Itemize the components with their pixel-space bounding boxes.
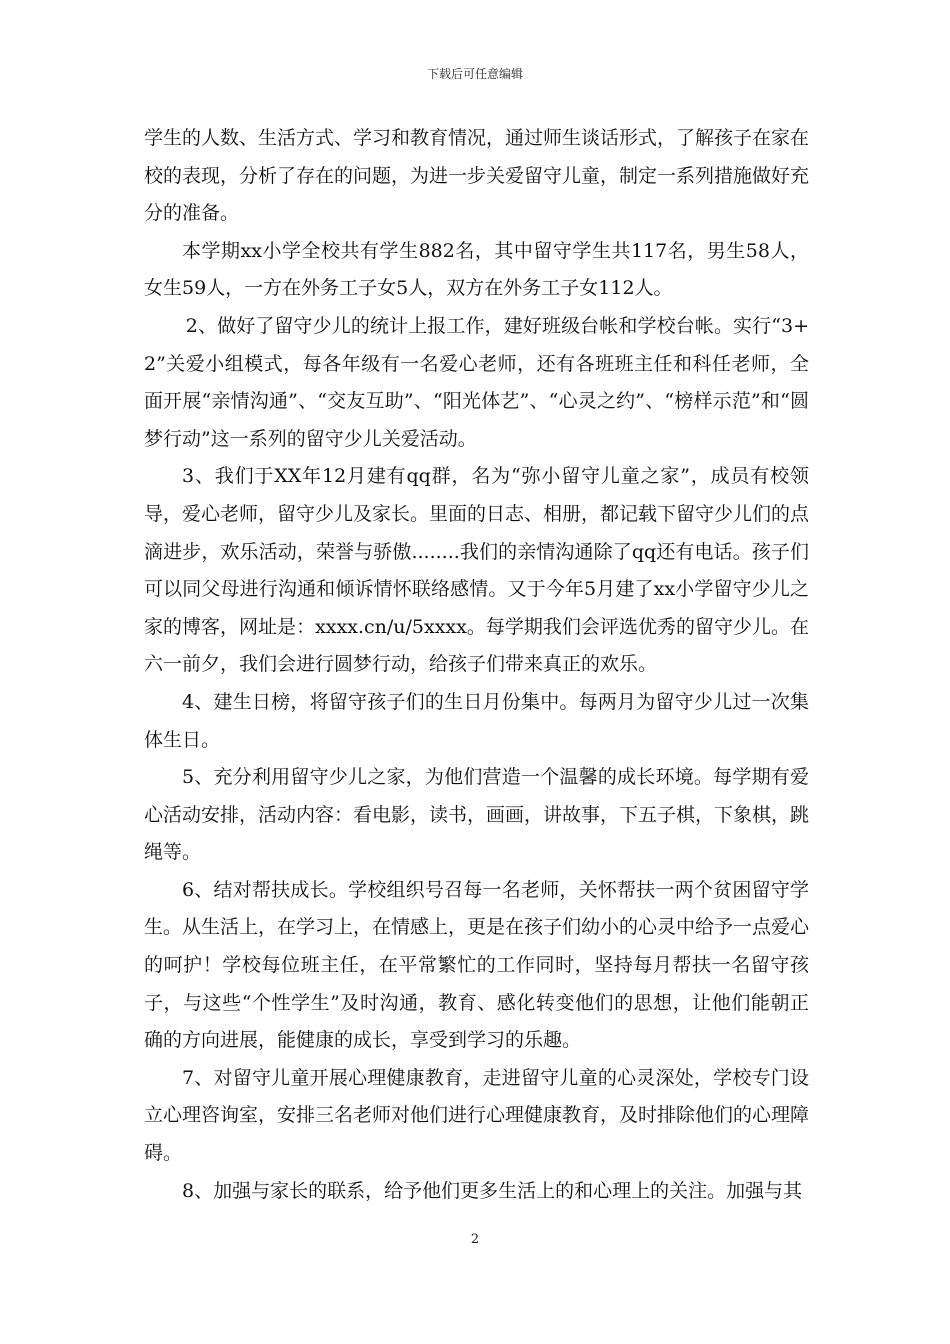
page-number: 2 <box>470 1232 480 1247</box>
paragraph-item-3: 3、我们于XX年12月建有qq群，名为“弥小留守儿童之家”，成员有校领导，爱心老师，留守少儿及家长。里面的日志、相册，都记载下留守少儿们的点滴进步，欢乐活动，荣誉与骄傲........我们的亲情沟通除了qq还有电话。孩子们可以同父母进行沟通和倾诉情怀联络感情。又于今年5月建了xx小学留守少儿之家的博客，网址是：xxxx.cn/u/5xxxx。每学期我们会评选优秀的留守少儿。在六一前夕，我们会进行圆梦行动，给孩子们带来真正的欢乐。 <box>144 465 810 676</box>
paragraph-item-2: 2、做好了留守少儿的统计上报工作，建好班级台帐和学校台帐。实行“3+2”关爱小组模式，每各年级有一名爱心老师，还有各班班主任和科任老师，全面开展“亲情沟通”、“交友互助”、“阳光体艺”、“心灵之约”、“榜样示范”和“圆梦行动”这一系列的留守少儿关爱活动。 <box>144 314 809 450</box>
document-body <box>144 120 809 1210</box>
paragraph-item-7: 7、对留守儿童开展心理健康教育，走进留守儿童的心灵深处，学校专门设立心理咨询室，安排三名老师对他们进行心理健康教育，及时排除他们的心理障碍。 <box>144 1066 810 1165</box>
paragraph-item-6: 6、结对帮扶成长。学校组织号召每一名老师，关怀帮扶一两个贫困留守学生。从生活上，在学习上，在情感上，更是在孩子们幼小的心灵中给予一点爱心的呵护！学校每位班主任，在平常繁忙的工作同时，坚持每月帮扶一名留守孩子，与这些“个性学生”及时沟通，教育、感化转变他们的思想，让他们能朝正确的方向进展，能健康的成长，享受到学习的乐趣。 <box>144 878 810 1052</box>
paragraph-item-4: 4、建生日榜，将留守孩子们的生日月份集中。每两月为留守少儿过一次集体生日。 <box>144 690 809 751</box>
paragraph-item-5: 5、充分利用留守少儿之家，为他们营造一个温馨的成长环境。每学期有爱心活动安排，活动内容：看电影，读书，画画，讲故事，下五子棋，下象棋，跳绳等。 <box>144 766 810 864</box>
paragraph-continuation: 学生的人数、生活方式、学习和教育情况，通过师生谈话形式，了解孩子在家在校的表现，分析了存在的问题，为进一步关爱留守儿童，制定一系列措施做好充分的准备。 <box>144 127 810 225</box>
paragraph-student-statistics: 本学期xx小学全校共有学生882名，其中留守学生共117名，男生58人，女生59人，一方在外务工子女5人，双方在外务工子女112人。 <box>144 239 809 300</box>
header-note: 下载后可任意编辑 <box>426 67 523 81</box>
paragraph-item-8: 8、加强与家长的联系，给予他们更多生活上的和心理上的关注。加强与其 <box>182 1179 803 1202</box>
